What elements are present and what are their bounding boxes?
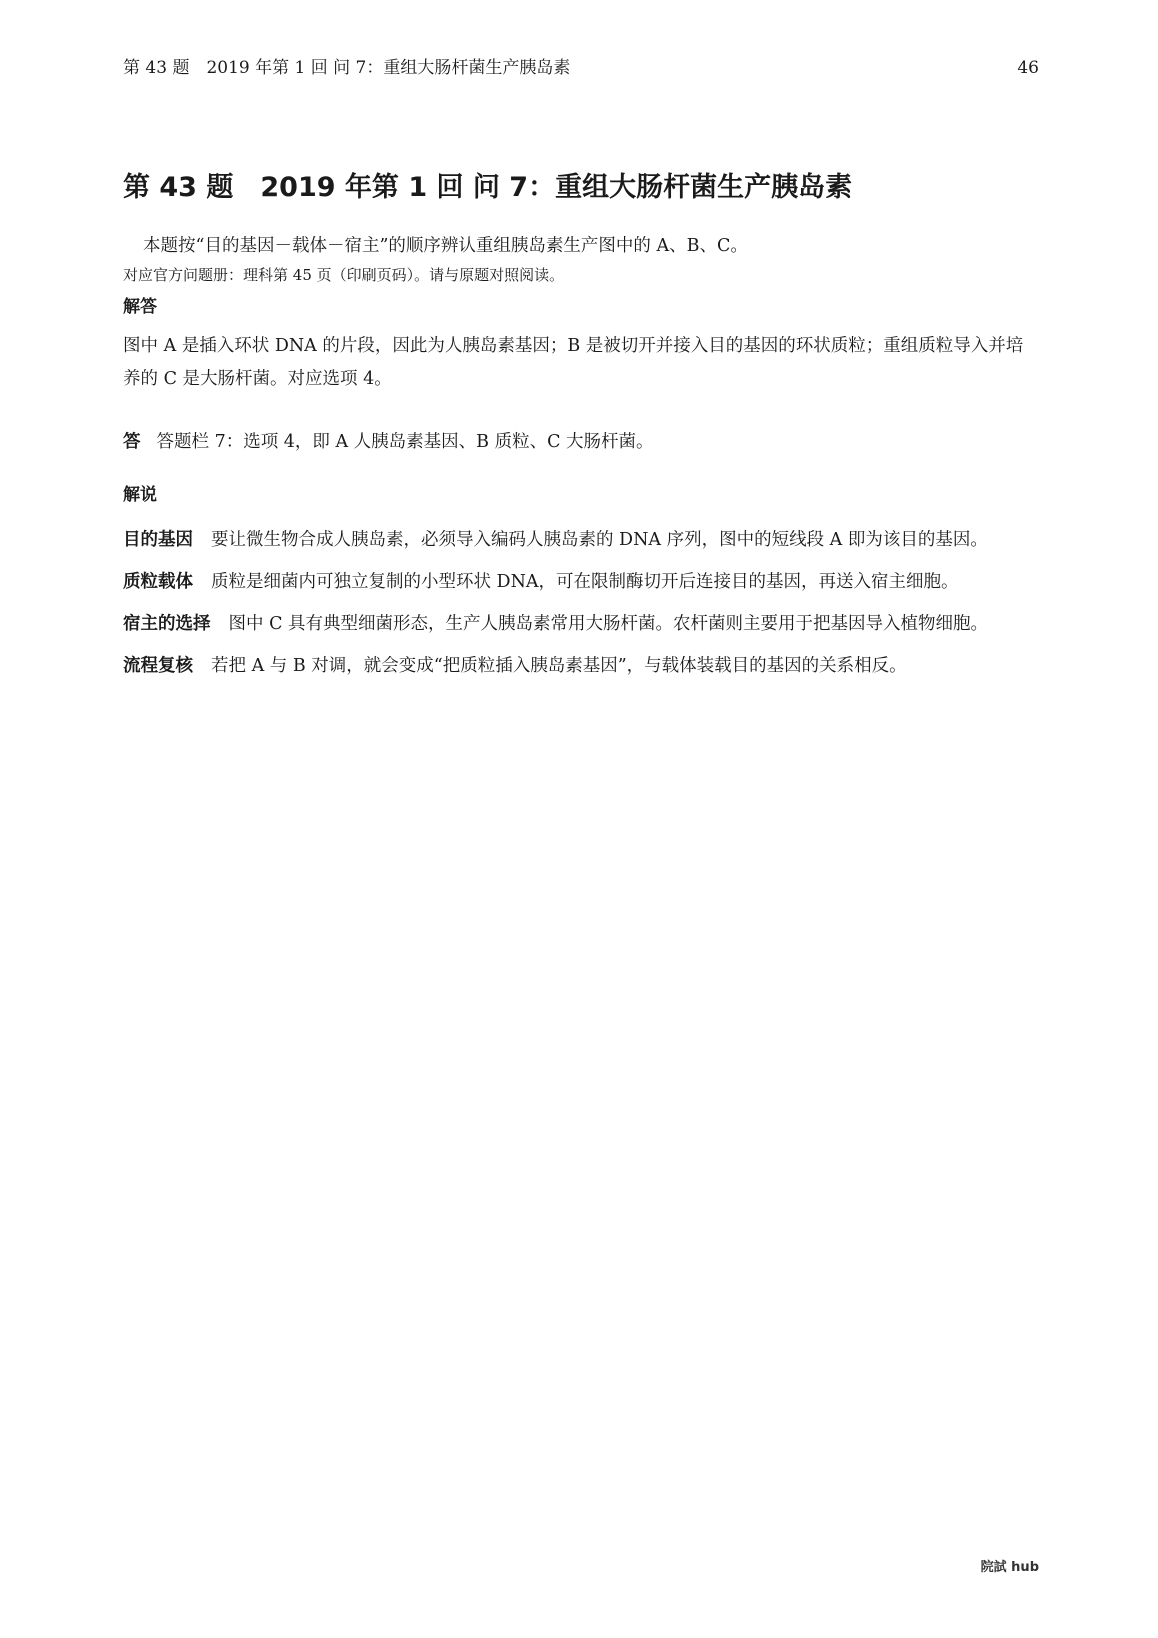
explanation-list (123, 524, 1039, 692)
answer-heading: 解答 (123, 297, 157, 317)
explanation-item-target-gene (123, 524, 1039, 557)
final-answer (123, 428, 1039, 456)
explanation-item-label: 流程复核 (123, 656, 193, 676)
running-header-title: 第 43 题 2019 年第 1 回 问 7：重组大肠杆菌生产胰岛素 (123, 58, 571, 78)
explanation-item-label: 宿主的选择 (123, 614, 211, 634)
explanation-item-text: 图中 C 具有典型细菌形态，生产人胰岛素常用大肠杆菌。农杆菌则主要用于把基因导入植物细胞。 (228, 614, 989, 634)
explanation-item-text: 要让微生物合成人胰岛素，必须导入编码人胰岛素的 DNA 序列，图中的短线段 A 即为该目的基因。 (211, 530, 988, 550)
page-number: 46 (1017, 58, 1039, 78)
explanation-item-host-choice (123, 608, 1039, 641)
answer-body: 图中 A 是插入环状 DNA 的片段，因此为人胰岛素基因；B 是被切开并接入目的基因的环状质粒；重组质粒导入并培养的 C 是大肠杆菌。对应选项 4。 (123, 336, 1024, 389)
document-page (123, 0, 1039, 1638)
final-answer-text: 答题栏 7：选项 4，即 A 人胰岛素基因、B 质粒、C 大肠杆菌。 (156, 432, 654, 452)
explanation-item-process-check (123, 650, 1039, 683)
running-header (123, 56, 1039, 80)
explanation-item-plasmid-vector (123, 566, 1039, 599)
final-answer-mark: 答 (123, 432, 141, 452)
explanation-item-label: 目的基因 (123, 530, 193, 550)
explanation-heading: 解说 (123, 485, 157, 505)
explanation-item-text: 质粒是细菌内可独立复制的小型环状 DNA，可在限制酶切开后连接目的基因，再送入宿主细胞。 (211, 572, 959, 592)
explanation-item-text: 若把 A 与 B 对调，就会变成“把质粒插入胰岛素基因”，与载体装载目的基因的关系相反。 (211, 656, 907, 676)
reference-note: 对应官方问题册：理科第 45 页（印刷页码）。请与原题对照阅读。 (123, 266, 565, 284)
footer-brand: 院試 hub (980, 1560, 1039, 1575)
intro-paragraph: 本题按“目的基因－载体－宿主”的顺序辨认重组胰岛素生产图中的 A、B、C。 (143, 236, 748, 256)
explanation-item-label: 质粒载体 (123, 572, 193, 592)
page-title: 第 43 题 2019 年第 1 回 问 7：重组大肠杆菌生产胰岛素 (123, 172, 853, 203)
